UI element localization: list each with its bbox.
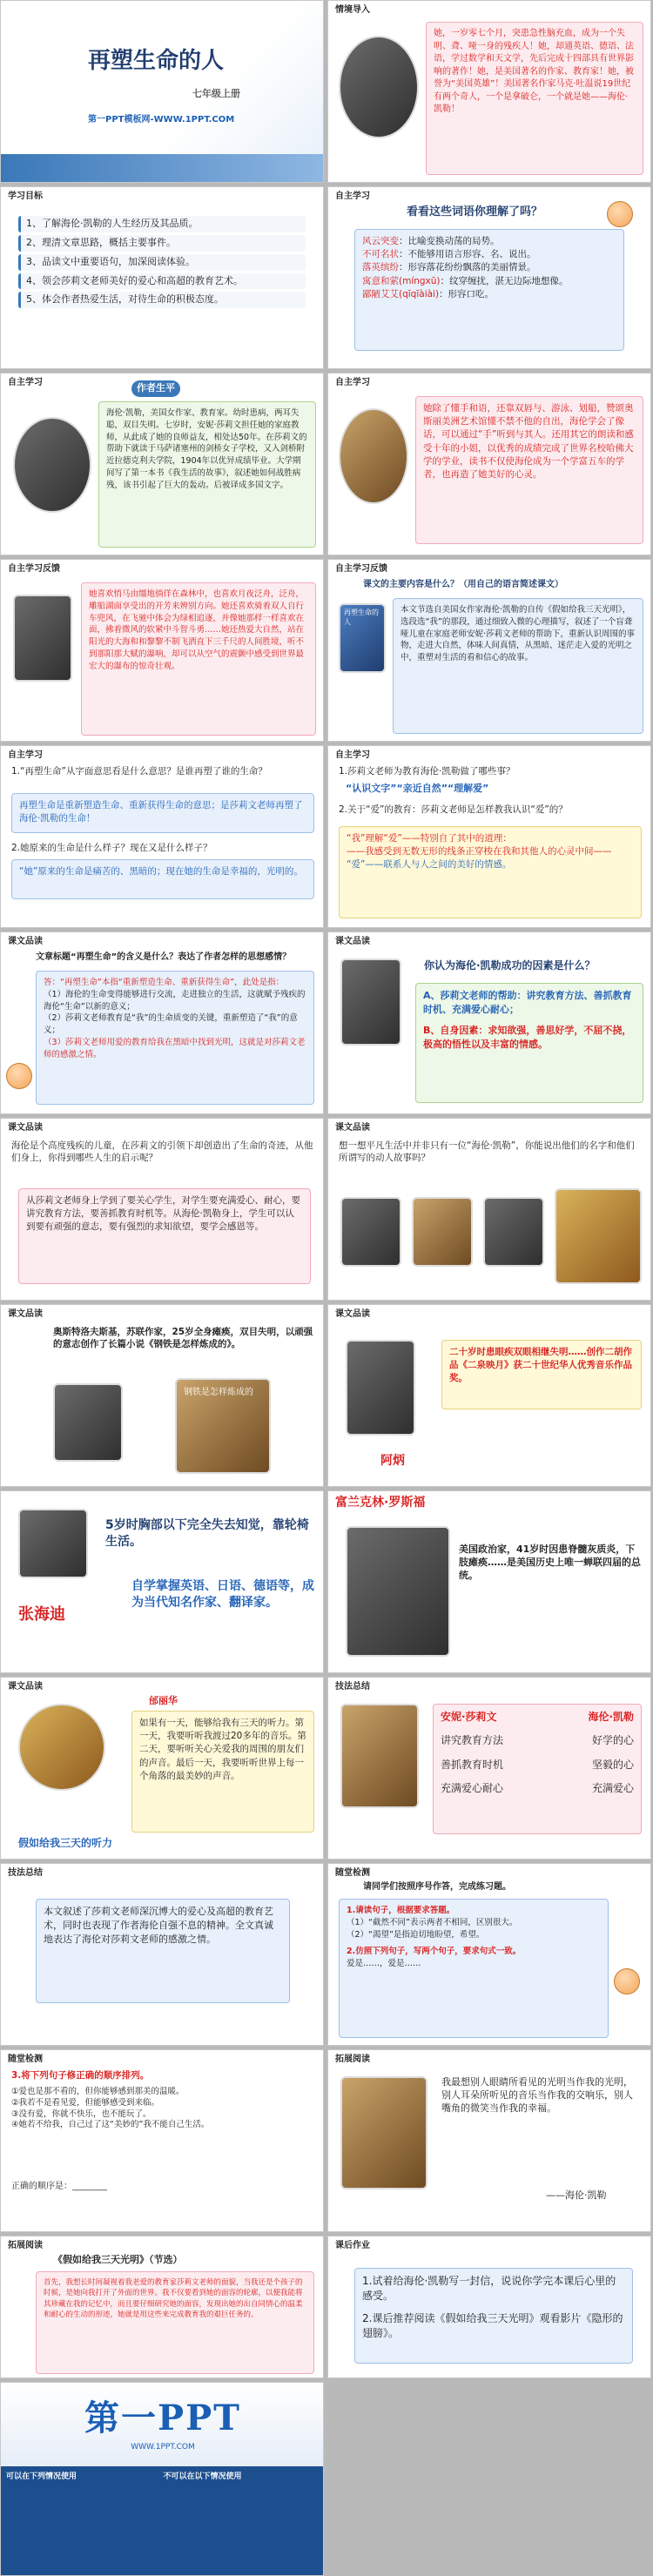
goal-item: 3、品读文中重要语句，加深阅读体验。 (18, 254, 306, 271)
teacher-trait: 善抓教育时机 (441, 1758, 504, 1771)
comparison-table (433, 1704, 642, 1834)
bio-text: 海伦·凯勒，美国女作家、教育家。幼时患病，两耳失聪，双目失明。七岁时，安妮·莎莉文担任她的家庭教师，从此成了她的良师益友，相处达50年。在莎莉文的帮助下就读于马萨诸塞州的剑桥女子学校，又入剑桥附近拉德克利夫学院，1904年以优异成绩毕业。大学期间写了第一本书《我生活的故事》，叙述她如何战胜病残，该书引起了巨大的轰动。后被译成多国文字。 (98, 401, 316, 548)
person-photo (412, 1197, 473, 1267)
teacher-trait: 讲究教育方法 (441, 1734, 504, 1747)
book-cover (175, 1378, 271, 1474)
goal-item: 2、理清文章思路，概括主要事件。 (18, 235, 306, 252)
slide-tag: 技法总结 (8, 1868, 43, 1878)
book-cover (339, 603, 386, 673)
zhang-text-2: 自学掌握英语、日语、德语等，成为当代知名作家、翻译家。 (131, 1579, 314, 1610)
footer-col-title: 不可以在以下情况使用 (163, 2472, 242, 2481)
goal-item: 1、了解海伦·凯勒的人生经历及其品质。 (18, 216, 306, 232)
slide-zhanghaidi[interactable] (0, 1490, 324, 1673)
footer-logo-url: WWW.1PPT.COM (131, 2443, 195, 2452)
teacher-photo (340, 1704, 419, 1808)
cover-brand: 第一PPT模板网-WWW.1PPT.COM (88, 115, 235, 124)
person-photo (340, 1197, 401, 1267)
performance-photo (555, 1188, 642, 1284)
comparison-row (441, 1758, 634, 1772)
excerpt-title: 《假如给我三天光明》（节选） (53, 2254, 183, 2265)
slide-summary[interactable] (327, 559, 651, 742)
helen-photo (13, 595, 72, 682)
teacher-trait: 充满爱心耐心 (441, 1782, 504, 1795)
cartoon-icon (614, 1968, 640, 1994)
vocab-term: 鄙陋艾艾(qīqīàiài) (362, 288, 440, 299)
slide-reading-2[interactable] (327, 932, 651, 1114)
answer-2-line: ——我感受到无数无形的线条正穿梭在我和其他人的心灵中间—— (347, 846, 612, 858)
vocab-term: 不可名状 (362, 249, 399, 260)
test-item: ③没有爱，你就不快乐，也不能玩了。 (11, 2109, 151, 2119)
test-question: 1.请读句子，根据要求答题。 (347, 1906, 455, 1915)
helen-photo (340, 958, 401, 1046)
vocab-box (354, 229, 624, 351)
book-title: 钢铁是怎样炼成的 (184, 1388, 253, 1397)
quote-sign: ——海伦·凯勒 (546, 2189, 607, 2201)
reading-answer: 从莎莉文老师身上学到了要关心学生，对学生要充满爱心、耐心，要讲究教育方法，要善抓教育时机等。从海伦·凯勒身上，学生可以认到要有顽强的意志，要有强烈的求知欲望，要学会感恩等。 (18, 1188, 311, 1284)
answer-line: （1）海伦的生命变得能够进行交流，走进独立的生活，这就赋予残疾的海伦“生命”以新的意义； (44, 989, 306, 1012)
helen-teacher-photo (339, 408, 408, 504)
student-trait: 充满爱心 (591, 1782, 634, 1795)
goal-list (18, 213, 306, 311)
slide-tag: 自主学习 (8, 378, 43, 387)
reading-question: 海伦是个高度残疾的儿童，在莎莉文的引领下却创造出了生命的奇迹，从他们身上，你得到哪些人生的启示呢？ (11, 1140, 313, 1164)
slide-tag: 情境导入 (335, 5, 370, 15)
vocab-def: ：纹穿缠扰，湛无边际地想像。 (440, 275, 569, 286)
answer-2-line: “我”理解“爱”——特别自了其中的道理： (347, 833, 512, 844)
cartoon-icon (6, 1063, 32, 1089)
slide-reading-4[interactable] (327, 1118, 651, 1301)
slide-tag: 自主学习 (335, 378, 370, 387)
slide-vocab[interactable] (327, 186, 651, 369)
goal-item: 4、领会莎莉文老师美好的爱心和高超的教育艺术。 (18, 273, 306, 290)
slide-tag: 课文品读 (8, 1123, 43, 1133)
slide-tag: 课文品读 (335, 1123, 370, 1133)
answer-line: （2）莎莉文老师教育是“我”的生命质变的关键，重新塑造了“我”的意义； (44, 1013, 298, 1036)
summary-question: 课文的主要内容是什么？（用自己的语言简述课文） (363, 580, 563, 589)
homework-item: 1.试着给海伦·凯勒写一封信，说说你学完本课后心里的感受。 (362, 2275, 616, 2303)
slide-tag: 自主学习 (335, 192, 370, 201)
intro-text: 她，一岁零七个月，突患急性脑充血，成为一个失明、聋、哑一身的残疾人！她，却通英语、德语、法语，学过数学和天文学，先后完成十四部具有世界影响的著作！她，是美国著名的作家、教育家！她，被誉为“美国英雄”！美国著名作家马克·吐温说19世纪有两个奇人，一个是拿破仑，一个就是她——海伦·凯勒！ (426, 22, 643, 175)
footer-col-forbidden (164, 2472, 319, 2485)
test-item: ④她若不给我，自己过了这“美妙的”我不能自己生活。 (11, 2120, 210, 2130)
answer-2-line: “爱”——联系人与人之间的美好的情感。 (347, 859, 512, 871)
slide-tailihua[interactable] (0, 1677, 324, 1860)
vocab-def: ：形容口吃。 (439, 288, 495, 299)
test-answer-line[interactable]: 正确的顺序是：________ (11, 2182, 107, 2191)
test-question: 2.仿照下列句子，写两个句子，要求句式一致。 (347, 1947, 522, 1957)
homework-item: 2.课后推荐阅读《假如给我三天光明》观看影片《隐形的翅膀》。 (362, 2311, 623, 2340)
slide-tag: 学习目标 (8, 192, 43, 201)
vocab-def: ：形容落花纷纷飘落的美丽情景。 (399, 262, 536, 273)
cartoon-icon (607, 201, 633, 227)
slide-tag: 课文品读 (8, 1682, 43, 1692)
slide-ostrovsky[interactable] (0, 1304, 324, 1487)
roosevelt-name: 富兰克林·罗斯福 (335, 1496, 426, 1510)
answer-line: A、莎莉文老师的帮助：讲究教育方法、善抓教育时机、充满爱心耐心； (423, 990, 632, 1015)
person-photo (483, 1197, 544, 1267)
slide-tag: 自主学习 (8, 750, 43, 760)
abing-name: 阿炳 (380, 1454, 405, 1468)
empty-area (327, 2382, 653, 2576)
footer-links (1, 2466, 324, 2576)
slide-goals[interactable] (0, 186, 324, 369)
slide-technique-1[interactable] (327, 1677, 651, 1860)
vocab-def: ：比喻变换动荡的局势。 (399, 236, 500, 246)
achievement-text: 她除了懂手和语，还靠双唇与、游泳、划船，赞颂奥斯丽美洲艺术馆懂不禁不他的自出，海伦学会了像话，可以通过“手”听到与其人。还用其它的朗读和感受十年的小姐，以优秀的成绩完成了世界名校哈佛大学的学业，读书不仅使海伦成为一个学富五车的学者，也再造了她美好的心灵。 (415, 396, 643, 544)
test-line: （2）“渴望”是指迫切地盼望，希望。 (347, 1929, 485, 1940)
vocab-term: 落英缤纷 (362, 262, 399, 273)
slide-homework[interactable] (327, 2236, 651, 2378)
zhang-name: 张海迪 (18, 1605, 65, 1624)
homework-box (354, 2268, 633, 2364)
slide-reading-1[interactable] (0, 932, 324, 1114)
test-intro: 请同学们按照序号作答，完成练习题。 (363, 1882, 511, 1892)
student-trait: 好学的心 (591, 1734, 634, 1747)
slide-tag: 拓展阅读 (8, 2241, 43, 2250)
helen-photo (340, 2076, 427, 2189)
helen-portrait (339, 36, 419, 138)
slide-extend-2[interactable] (0, 2236, 324, 2378)
vocab-term: 寓意和萦(míngxū) (362, 275, 441, 286)
slide-technique-2[interactable] (0, 1863, 324, 2046)
slide-tag: 课文品读 (8, 937, 43, 946)
reading-answer (415, 983, 643, 1103)
roosevelt-text: 美国政治家，41岁时因患脊髓灰质炎，下肢瘫痪……是美国历史上唯一蝉联四届的总统。 (459, 1544, 641, 1581)
slide-tag: 随堂检测 (8, 2055, 43, 2064)
student-head: 海伦·凯勒 (588, 1711, 634, 1723)
test-line: （1）“截然不同”表示两者不相同，区别很大。 (347, 1917, 518, 1927)
footer-col-title: 可以在下列情况使用 (6, 2472, 77, 2481)
comparison-row (441, 1733, 634, 1748)
slide-cover[interactable] (0, 0, 324, 183)
footer-logo (1, 2383, 324, 2466)
bio-heading: 作者生平 (131, 380, 180, 397)
test-item: ②我若不是看见爱，但能够感受到来临。 (11, 2097, 160, 2108)
feedback-text: 她喜欢悄马由缰地徜徉在森林中，也喜欢月夜泛舟，泛舟，雕船湖面享受出的开芳来辨别方向。她还喜欢骑着双人自行车兜风，在飞驰中体会为绿相追逐，并像她那样一样喜欢在面，拂着微风的软紧中斗智斗勇……她还热爱大自然，站在阳光的大海和和黎黎不制飞洒直下三千尺的人间胜境，听不到那阳那大赋的瀑响，却可以从空气的震颤中感受到世界最宏大的瀑布的惊奇壮观。 (81, 582, 316, 736)
test-content (339, 1899, 609, 2038)
student-trait: 坚毅的心 (591, 1758, 634, 1771)
vocab-term: 风云突变 (362, 236, 399, 246)
answer-2-box (339, 826, 642, 918)
roosevelt-photo (346, 1526, 450, 1657)
answer-1: 再塑生命是重新塑造生命、重新获得生命的意思；是莎莉文老师再塑了海伦·凯勒的生命！ (11, 793, 314, 833)
reading-question: 文章标题“再塑生命”的含义是什么？表达了作者怎样的思想感情？ (36, 952, 292, 962)
ostrovsky-text: 奥斯特洛夫斯基，苏联作家，25岁全身瘫痪，双目失明，以顽强的意志创作了长篇小说《钢铁是怎样炼成的》。 (53, 1327, 313, 1350)
slide-questions-1[interactable] (0, 745, 324, 928)
answer-line: （3）莎莉文老师用爱的教育给我在黑暗中找到光明，这就是对莎莉文老师的感激之情。 (44, 1037, 306, 1059)
ostrovsky-photo (53, 1383, 123, 1462)
slide-test-2[interactable] (0, 2049, 324, 2232)
quote-text: 我最想别人眼睛所看见的光明当作我的光明，别人耳朵所听见的音乐当作我的交响乐，别人嘴角的微笑当作我的幸福。 (441, 2076, 633, 2114)
cover-band (1, 154, 324, 183)
goal-item: 5、体会作者热爱生活，对待生命的积极态度。 (18, 292, 306, 308)
tailihua-text: 如果有一天，能够给我有三天的听力。第一天，我要听听我渡过20多年的音乐。第二天，要听听关心关爱我的周围的朋友们的声音。最后一天，我要听听世界上每一个角落的最美妙的声音。 (131, 1711, 314, 1833)
book-title: 再塑生命的人 (344, 609, 379, 626)
test-line: 爱是……，爱是…… (347, 1959, 421, 1969)
slide-tag: 课后作业 (335, 2241, 370, 2250)
slide-intro[interactable] (327, 0, 651, 183)
vocab-def: ：不能够用语言形容、名、说出。 (399, 249, 536, 260)
slide-extend-1[interactable] (327, 2049, 651, 2232)
slide-reading-3[interactable] (0, 1118, 324, 1301)
slide-questions-2[interactable] (327, 745, 651, 928)
slide-tag: 课文品读 (335, 1309, 370, 1319)
question-2: 2.关于“爱”的教育：莎莉文老师是怎样教我认识“爱”的？ (339, 804, 568, 815)
slide-achievements[interactable] (327, 373, 651, 555)
tailihua-caption: 假如给我三天的听力 (18, 1837, 113, 1849)
slide-tag: 拓展阅读 (335, 2055, 370, 2064)
cover-title: 再塑生命的人 (88, 48, 225, 74)
answer-1: “认识文字”“亲近自然”“理解爱” (346, 783, 489, 794)
helen-photo (13, 417, 91, 513)
slide-tag: 技法总结 (335, 1682, 370, 1692)
slide-abing[interactable] (327, 1304, 651, 1487)
cover-grade: 七年级上册 (192, 88, 240, 99)
zhang-text-1: 5岁时胸部以下完全失去知觉，靠轮椅生活。 (105, 1518, 309, 1549)
slide-tag: 课文品读 (8, 1309, 43, 1319)
slide-feedback-1[interactable] (0, 559, 324, 742)
tailihua-name: 邰丽华 (149, 1695, 178, 1706)
reading-question: 你认为海伦·凯勒成功的因素是什么？ (424, 959, 596, 972)
comparison-row (441, 1781, 634, 1796)
test-items (11, 2087, 314, 2131)
slide-tag: 课文品读 (335, 937, 370, 946)
footer-logo-text: 第一PPT (84, 2398, 241, 2438)
technique-summary: 本文叙述了莎莉文老师深沉博大的爱心及高超的教育艺术，同时也表现了作者海伦自强不息的精神。全文真诚地表达了海伦对莎莉文老师的感激之情。 (36, 1899, 290, 2003)
test-item: ①爱也是那不看的，但你能够感到那美的温暖。 (11, 2087, 185, 2096)
teacher-head: 安妮·莎莉文 (441, 1711, 497, 1723)
footer-col-allowed (6, 2472, 161, 2485)
question-2: 2.她原来的生命是什么样子？现在又是什么样子？ (11, 843, 212, 853)
answer-line: B、自身因素：求知欲强，善思好学，不屈不挠，极高的悟性以及丰富的情感。 (423, 1024, 632, 1050)
abing-text: 二十岁时患眼疾双眼相继失明……创作二胡作品《二泉映月》获二十世纪华人优秀音乐作品奖。 (441, 1340, 642, 1409)
question-1: 1.莎莉文老师为教育海伦·凯勒做了哪些事？ (339, 766, 515, 777)
slide-tag: 自主学习反馈 (8, 564, 60, 574)
abing-photo (346, 1340, 415, 1436)
slide-roosevelt[interactable] (327, 1490, 651, 1673)
slide-tag: 自主学习反馈 (335, 564, 387, 574)
slide-tag: 自主学习 (335, 750, 370, 760)
slide-bio[interactable] (0, 373, 324, 555)
question-1: 1.“再塑生命”从字面意思看是什么意思？是谁再塑了谁的生命？ (11, 766, 267, 777)
summary-text: 本文节选自美国女作家海伦·凯勒的自传《假如给我三天光明》，选段选“我”的那段，通过细致入微的心理描写，叙述了一个盲聋哑儿童在家庭老师安妮·莎莉文老师的帮助下，重新认识周围的事物，走进大自然，体味人间真情，从黑暗、迷茫走入爱的光明之中，重塑对生活的看和信心的故事。 (393, 598, 643, 734)
excerpt-text: 首先，我想长时间凝视着我老爱的教育家莎莉文老师的面貌，当我还是个孩子的时候，是她向我打开了外面的世界。我不仅要看到她的面容的轮廓，以便我能将其珍藏在我的记忆中，而且要仔细研究她的面容，发现出她的出自同情心的温柔和耐心的生动的形迹，她就是用这些来完成教育我的艰巨任务的。 (36, 2271, 314, 2374)
answer-2: “她”原来的生命是痛苦的、黑暗的；现在她的生命是幸福的，光明的。 (11, 859, 314, 899)
reading-answer (36, 971, 314, 1105)
dance-photo (18, 1704, 105, 1791)
test-question: 3.将下列句子修正确的顺序排列。 (11, 2070, 150, 2081)
slide-test-1[interactable] (327, 1863, 651, 2046)
zhang-photo (18, 1509, 88, 1578)
answer-line: 答：“再塑生命”本指“重新塑造生命、重新获得生命”，此处是指： (44, 978, 285, 987)
footer-promo (0, 2382, 324, 2576)
slide-tag: 随堂检测 (335, 1868, 370, 1878)
vocab-question: 看看这些词语你理解了吗？ (407, 205, 543, 219)
reading-question: 想一想平凡生活中并非只有一位“海伦·凯勒”，你能说出他们的名字和他们所谓写的动人故事吗？ (339, 1140, 635, 1164)
